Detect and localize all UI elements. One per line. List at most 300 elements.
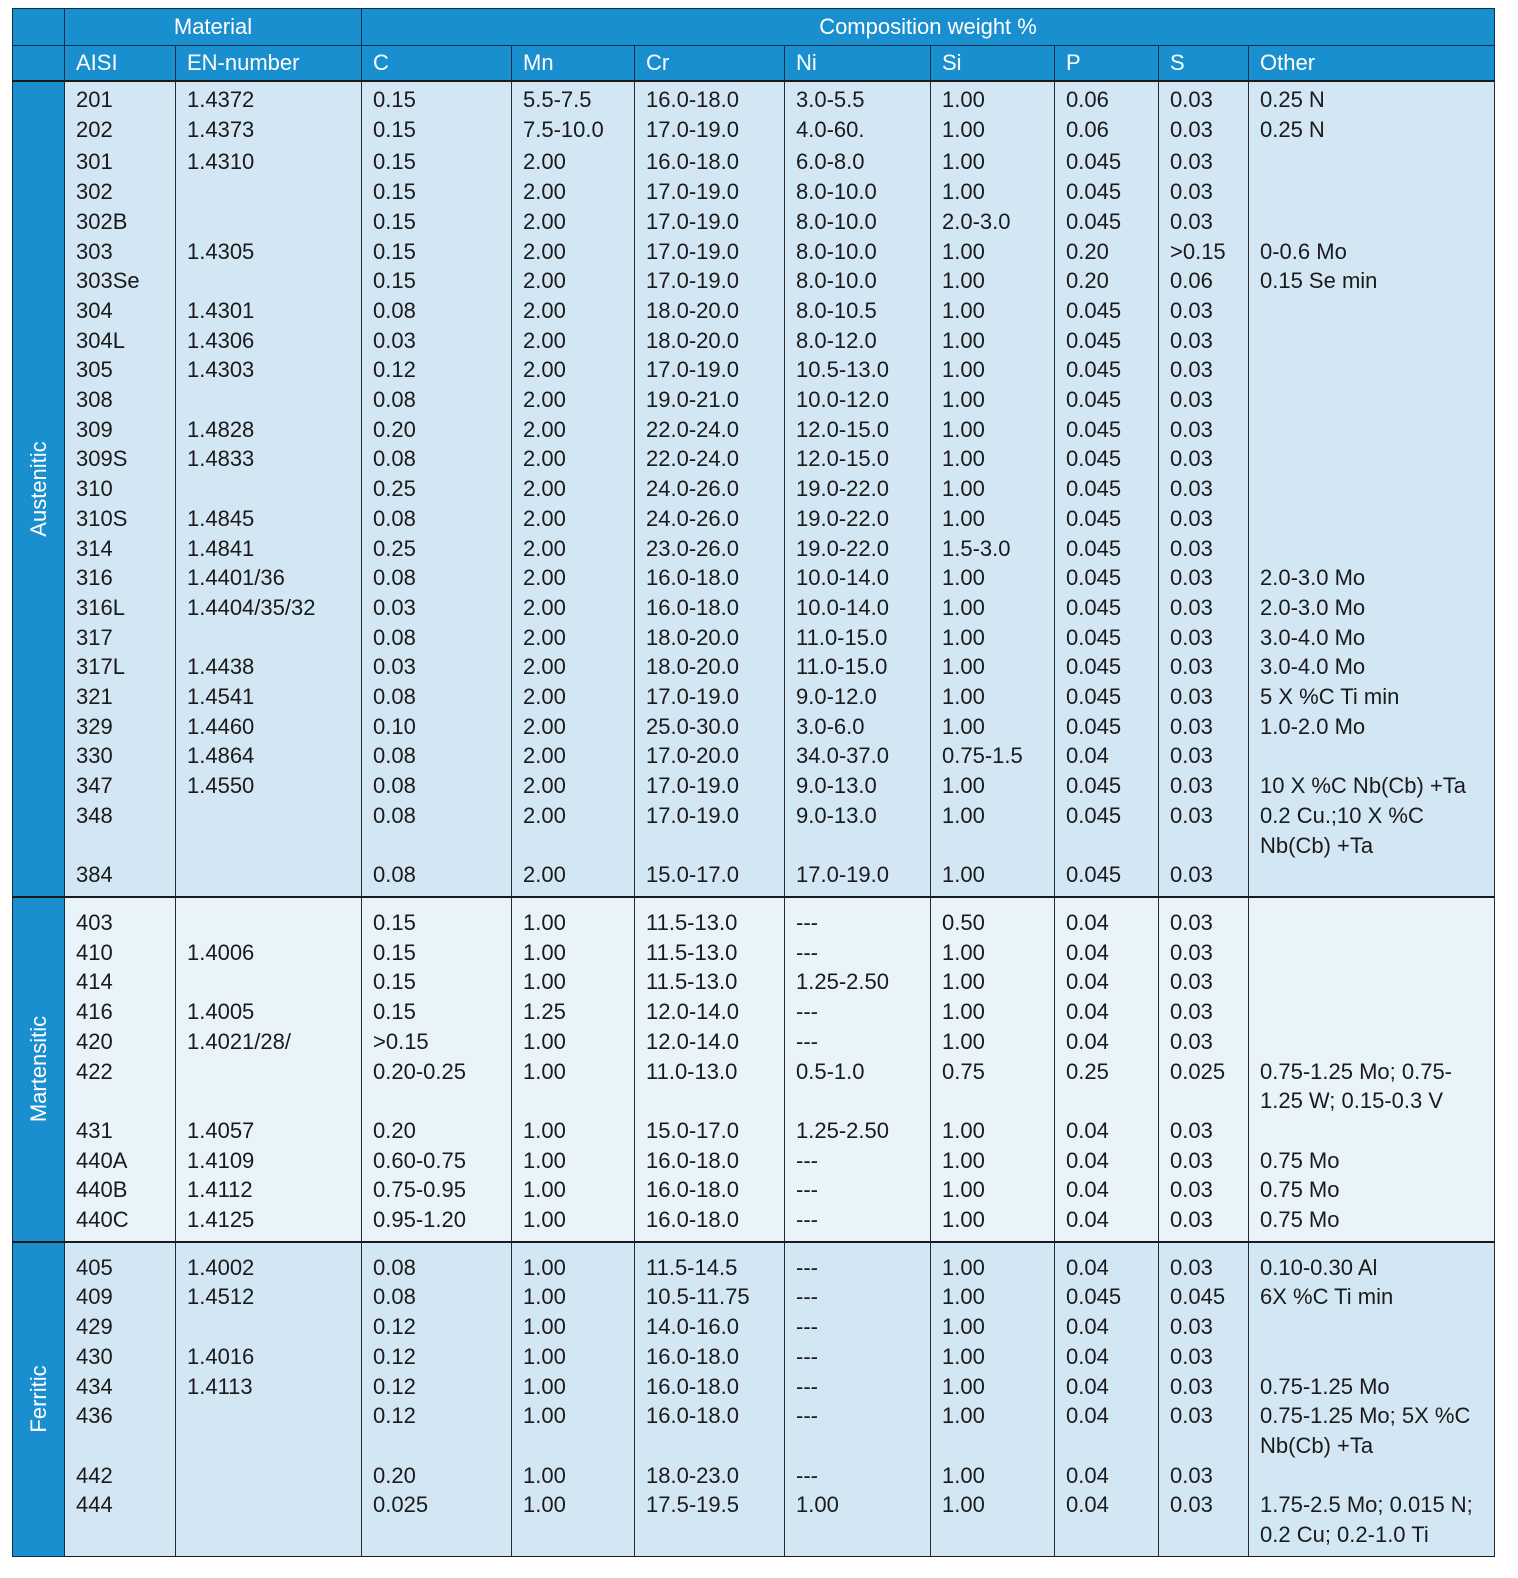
cell-p: 0.04 xyxy=(1055,1372,1159,1402)
cell-en-number xyxy=(176,1057,362,1116)
cell-c: 0.08 xyxy=(362,504,512,534)
group-label: Martensitic xyxy=(25,1016,51,1123)
cell-mn: 2.00 xyxy=(512,326,635,356)
table-row xyxy=(13,997,1495,1027)
cell-ni: 10.5-13.0 xyxy=(785,355,931,385)
cell-ni: 11.0-15.0 xyxy=(785,623,931,653)
cell-ni: --- xyxy=(785,1175,931,1205)
cell-en-number xyxy=(176,623,362,653)
cell-c: 0.15 xyxy=(362,115,512,148)
table-row xyxy=(13,712,1495,742)
cell-mn: 2.00 xyxy=(512,860,635,897)
table-row xyxy=(13,771,1495,801)
cell-aisi: 202 xyxy=(65,115,176,148)
cell-cr: 16.0-18.0 xyxy=(635,563,785,593)
cell-c: 0.15 xyxy=(362,207,512,237)
table-row xyxy=(13,1372,1495,1402)
cell-c: 0.15 xyxy=(362,81,512,115)
cell-cr: 17.0-19.0 xyxy=(635,177,785,207)
cell-mn: 1.00 xyxy=(512,938,635,968)
cell-s: 0.045 xyxy=(1159,1282,1249,1312)
cell-c: 0.25 xyxy=(362,534,512,564)
cell-c: 0.15 xyxy=(362,897,512,938)
cell-en-number: 1.4306 xyxy=(176,326,362,356)
cell-ni: --- xyxy=(785,1401,931,1460)
cell-p: 0.04 xyxy=(1055,1146,1159,1176)
cell-c: 0.12 xyxy=(362,1342,512,1372)
cell-ni: 8.0-10.0 xyxy=(785,207,931,237)
cell-c: 0.15 xyxy=(362,266,512,296)
cell-en-number: 1.4310 xyxy=(176,147,362,177)
cell-other xyxy=(1249,474,1495,504)
table-row xyxy=(13,534,1495,564)
cell-c: 0.03 xyxy=(362,326,512,356)
cell-si: 1.00 xyxy=(931,474,1055,504)
cell-cr: 10.5-11.75 xyxy=(635,1282,785,1312)
cell-c: 0.08 xyxy=(362,444,512,474)
cell-si: 1.00 xyxy=(931,266,1055,296)
cell-aisi: 405 xyxy=(65,1242,176,1283)
cell-other xyxy=(1249,1461,1495,1491)
cell-cr: 22.0-24.0 xyxy=(635,444,785,474)
cell-other xyxy=(1249,1312,1495,1342)
column-header-mn: Mn xyxy=(512,46,635,82)
cell-s: 0.03 xyxy=(1159,1372,1249,1402)
cell-c: 0.12 xyxy=(362,1372,512,1402)
cell-c: 0.08 xyxy=(362,741,512,771)
cell-mn: 1.00 xyxy=(512,1490,635,1556)
cell-other: 2.0-3.0 Mo xyxy=(1249,593,1495,623)
cell-s: 0.03 xyxy=(1159,444,1249,474)
cell-mn: 2.00 xyxy=(512,296,635,326)
cell-s: 0.03 xyxy=(1159,967,1249,997)
cell-si: 1.00 xyxy=(931,237,1055,267)
cell-en-number: 1.4125 xyxy=(176,1205,362,1242)
cell-mn: 1.00 xyxy=(512,1057,635,1116)
cell-p: 0.045 xyxy=(1055,326,1159,356)
table-row xyxy=(13,415,1495,445)
cell-other: 0.75 Mo xyxy=(1249,1175,1495,1205)
cell-en-number xyxy=(176,897,362,938)
cell-si: 1.00 xyxy=(931,1490,1055,1556)
cell-en-number: 1.4833 xyxy=(176,444,362,474)
cell-ni: 4.0-60. xyxy=(785,115,931,148)
cell-ni: 8.0-10.5 xyxy=(785,296,931,326)
cell-en-number: 1.4303 xyxy=(176,355,362,385)
cell-si: 1.00 xyxy=(931,81,1055,115)
cell-ni: 1.00 xyxy=(785,1490,931,1556)
cell-ni: 11.0-15.0 xyxy=(785,652,931,682)
cell-ni: 1.25-2.50 xyxy=(785,967,931,997)
cell-en-number xyxy=(176,1401,362,1460)
ferritic-group xyxy=(13,1242,1495,1557)
cell-p: 0.04 xyxy=(1055,1242,1159,1283)
cell-mn: 1.25 xyxy=(512,997,635,1027)
cell-c: 0.15 xyxy=(362,147,512,177)
cell-other: 10 X %C Nb(Cb) +Ta xyxy=(1249,771,1495,801)
cell-aisi: 440A xyxy=(65,1146,176,1176)
cell-p: 0.045 xyxy=(1055,712,1159,742)
cell-en-number xyxy=(176,860,362,897)
cell-aisi: 409 xyxy=(65,1282,176,1312)
cell-si: 1.00 xyxy=(931,1146,1055,1176)
cell-aisi: 201 xyxy=(65,81,176,115)
cell-cr: 14.0-16.0 xyxy=(635,1312,785,1342)
table-row xyxy=(13,938,1495,968)
cell-ni: 9.0-13.0 xyxy=(785,801,931,860)
cell-c: 0.95-1.20 xyxy=(362,1205,512,1242)
cell-aisi: 429 xyxy=(65,1312,176,1342)
table-row xyxy=(13,623,1495,653)
cell-mn: 1.00 xyxy=(512,1116,635,1146)
cell-s: 0.03 xyxy=(1159,938,1249,968)
cell-c: 0.15 xyxy=(362,997,512,1027)
group-label-cell xyxy=(13,81,65,897)
table-row xyxy=(13,1490,1495,1556)
composition-header: Composition weight % xyxy=(362,9,1495,46)
cell-s: 0.03 xyxy=(1159,474,1249,504)
cell-cr: 15.0-17.0 xyxy=(635,1116,785,1146)
table-row xyxy=(13,296,1495,326)
table-row xyxy=(13,741,1495,771)
cell-si: 1.00 xyxy=(931,997,1055,1027)
cell-s: 0.03 xyxy=(1159,1342,1249,1372)
cell-aisi: 440B xyxy=(65,1175,176,1205)
cell-p: 0.06 xyxy=(1055,81,1159,115)
cell-ni: 9.0-13.0 xyxy=(785,771,931,801)
cell-cr: 24.0-26.0 xyxy=(635,504,785,534)
cell-s: 0.03 xyxy=(1159,1401,1249,1460)
cell-p: 0.045 xyxy=(1055,177,1159,207)
cell-other: 0.75 Mo xyxy=(1249,1146,1495,1176)
cell-en-number xyxy=(176,1490,362,1556)
cell-mn: 2.00 xyxy=(512,474,635,504)
table-row xyxy=(13,967,1495,997)
cell-other xyxy=(1249,1342,1495,1372)
cell-en-number: 1.4404/35/32 xyxy=(176,593,362,623)
cell-si: 1.00 xyxy=(931,1116,1055,1146)
cell-other: 0.15 Se min xyxy=(1249,266,1495,296)
cell-aisi: 414 xyxy=(65,967,176,997)
cell-s: 0.03 xyxy=(1159,1461,1249,1491)
cell-mn: 1.00 xyxy=(512,1205,635,1242)
table-row xyxy=(13,563,1495,593)
cell-c: 0.025 xyxy=(362,1490,512,1556)
cell-s: 0.03 xyxy=(1159,385,1249,415)
cell-s: 0.03 xyxy=(1159,652,1249,682)
cell-ni: --- xyxy=(785,897,931,938)
table-row xyxy=(13,682,1495,712)
table-row xyxy=(13,801,1495,860)
cell-p: 0.045 xyxy=(1055,504,1159,534)
cell-mn: 1.00 xyxy=(512,1461,635,1491)
cell-p: 0.045 xyxy=(1055,801,1159,860)
cell-p: 0.04 xyxy=(1055,1342,1159,1372)
cell-aisi: 317 xyxy=(65,623,176,653)
table-row xyxy=(13,474,1495,504)
cell-s: 0.03 xyxy=(1159,741,1249,771)
cell-cr: 17.0-19.0 xyxy=(635,771,785,801)
cell-en-number xyxy=(176,385,362,415)
cell-other xyxy=(1249,385,1495,415)
cell-en-number: 1.4438 xyxy=(176,652,362,682)
cell-mn: 1.00 xyxy=(512,1312,635,1342)
cell-ni: 19.0-22.0 xyxy=(785,474,931,504)
cell-mn: 7.5-10.0 xyxy=(512,115,635,148)
cell-aisi: 442 xyxy=(65,1461,176,1491)
table-row xyxy=(13,207,1495,237)
cell-si: 1.00 xyxy=(931,1205,1055,1242)
cell-si: 1.00 xyxy=(931,326,1055,356)
cell-en-number: 1.4841 xyxy=(176,534,362,564)
cell-ni: --- xyxy=(785,938,931,968)
cell-cr: 17.0-19.0 xyxy=(635,355,785,385)
cell-cr: 16.0-18.0 xyxy=(635,1401,785,1460)
cell-s: 0.03 xyxy=(1159,207,1249,237)
cell-ni: 8.0-10.0 xyxy=(785,266,931,296)
cell-si: 1.00 xyxy=(931,1461,1055,1491)
table-row xyxy=(13,444,1495,474)
cell-mn: 1.00 xyxy=(512,1282,635,1312)
cell-c: 0.20 xyxy=(362,1116,512,1146)
cell-aisi: 302 xyxy=(65,177,176,207)
cell-p: 0.045 xyxy=(1055,355,1159,385)
cell-c: 0.20 xyxy=(362,1461,512,1491)
cell-ni: --- xyxy=(785,1342,931,1372)
cell-p: 0.04 xyxy=(1055,1312,1159,1342)
cell-s: 0.03 xyxy=(1159,593,1249,623)
cell-mn: 2.00 xyxy=(512,712,635,742)
cell-si: 1.00 xyxy=(931,355,1055,385)
header-corner xyxy=(13,9,65,46)
cell-ni: --- xyxy=(785,1372,931,1402)
cell-si: 1.00 xyxy=(931,652,1055,682)
cell-cr: 16.0-18.0 xyxy=(635,1175,785,1205)
cell-en-number xyxy=(176,1461,362,1491)
cell-aisi: 420 xyxy=(65,1027,176,1057)
steel-composition-table xyxy=(12,8,1495,1557)
cell-ni: 8.0-12.0 xyxy=(785,326,931,356)
cell-ni: 10.0-14.0 xyxy=(785,563,931,593)
cell-aisi: 310S xyxy=(65,504,176,534)
cell-si: 1.00 xyxy=(931,593,1055,623)
cell-other xyxy=(1249,1116,1495,1146)
cell-other xyxy=(1249,534,1495,564)
cell-mn: 1.00 xyxy=(512,1342,635,1372)
cell-en-number: 1.4550 xyxy=(176,771,362,801)
cell-s: 0.03 xyxy=(1159,1242,1249,1283)
cell-c: 0.20-0.25 xyxy=(362,1057,512,1116)
cell-other xyxy=(1249,938,1495,968)
cell-other xyxy=(1249,296,1495,326)
cell-aisi: 303 xyxy=(65,237,176,267)
header-row-columns xyxy=(13,46,1495,82)
header-corner-sub xyxy=(13,46,65,82)
cell-si: 1.00 xyxy=(931,385,1055,415)
material-header: Material xyxy=(65,9,362,46)
cell-si: 1.00 xyxy=(931,296,1055,326)
cell-en-number: 1.4864 xyxy=(176,741,362,771)
cell-si: 1.00 xyxy=(931,1282,1055,1312)
cell-cr: 11.5-14.5 xyxy=(635,1242,785,1283)
cell-mn: 1.00 xyxy=(512,1027,635,1057)
cell-si: 1.00 xyxy=(931,444,1055,474)
cell-aisi: 317L xyxy=(65,652,176,682)
cell-s: 0.03 xyxy=(1159,1027,1249,1057)
cell-c: 0.08 xyxy=(362,1282,512,1312)
cell-cr: 17.0-19.0 xyxy=(635,266,785,296)
cell-ni: --- xyxy=(785,1461,931,1491)
cell-s: 0.025 xyxy=(1159,1057,1249,1116)
cell-s: 0.03 xyxy=(1159,415,1249,445)
cell-ni: 10.0-14.0 xyxy=(785,593,931,623)
cell-aisi: 310 xyxy=(65,474,176,504)
cell-en-number xyxy=(176,266,362,296)
cell-si: 1.00 xyxy=(931,1372,1055,1402)
cell-cr: 18.0-20.0 xyxy=(635,296,785,326)
cell-p: 0.20 xyxy=(1055,237,1159,267)
cell-si: 1.00 xyxy=(931,967,1055,997)
table-row xyxy=(13,81,1495,115)
cell-en-number: 1.4512 xyxy=(176,1282,362,1312)
group-label-cell xyxy=(13,1242,65,1557)
cell-en-number: 1.4372 xyxy=(176,81,362,115)
cell-s: 0.03 xyxy=(1159,860,1249,897)
cell-en-number: 1.4460 xyxy=(176,712,362,742)
table-header xyxy=(13,9,1495,82)
cell-si: 0.75-1.5 xyxy=(931,741,1055,771)
cell-si: 1.00 xyxy=(931,415,1055,445)
cell-ni: 0.5-1.0 xyxy=(785,1057,931,1116)
cell-p: 0.04 xyxy=(1055,1461,1159,1491)
cell-aisi: 309 xyxy=(65,415,176,445)
table-row xyxy=(13,326,1495,356)
cell-other xyxy=(1249,177,1495,207)
cell-si: 0.75 xyxy=(931,1057,1055,1116)
cell-cr: 18.0-23.0 xyxy=(635,1461,785,1491)
cell-s: 0.03 xyxy=(1159,504,1249,534)
cell-si: 1.00 xyxy=(931,771,1055,801)
cell-other xyxy=(1249,504,1495,534)
table-row xyxy=(13,237,1495,267)
cell-p: 0.045 xyxy=(1055,860,1159,897)
cell-en-number: 1.4016 xyxy=(176,1342,362,1372)
cell-s: 0.03 xyxy=(1159,296,1249,326)
table-row xyxy=(13,1175,1495,1205)
cell-en-number: 1.4005 xyxy=(176,997,362,1027)
cell-p: 0.04 xyxy=(1055,1116,1159,1146)
cell-cr: 15.0-17.0 xyxy=(635,860,785,897)
cell-p: 0.045 xyxy=(1055,771,1159,801)
table-row xyxy=(13,177,1495,207)
cell-ni: 19.0-22.0 xyxy=(785,504,931,534)
cell-si: 1.00 xyxy=(931,623,1055,653)
cell-en-number xyxy=(176,967,362,997)
cell-cr: 17.0-20.0 xyxy=(635,741,785,771)
cell-c: 0.12 xyxy=(362,1401,512,1460)
cell-aisi: 301 xyxy=(65,147,176,177)
cell-c: 0.20 xyxy=(362,415,512,445)
cell-mn: 5.5-7.5 xyxy=(512,81,635,115)
cell-p: 0.045 xyxy=(1055,415,1159,445)
cell-other xyxy=(1249,741,1495,771)
cell-mn: 2.00 xyxy=(512,801,635,860)
cell-s: 0.03 xyxy=(1159,623,1249,653)
cell-other xyxy=(1249,897,1495,938)
table-row xyxy=(13,504,1495,534)
cell-c: 0.12 xyxy=(362,1312,512,1342)
cell-aisi: 384 xyxy=(65,860,176,897)
cell-en-number xyxy=(176,801,362,860)
cell-p: 0.25 xyxy=(1055,1057,1159,1116)
cell-cr: 16.0-18.0 xyxy=(635,593,785,623)
table-row xyxy=(13,1342,1495,1372)
cell-mn: 2.00 xyxy=(512,563,635,593)
cell-other: 3.0-4.0 Mo xyxy=(1249,652,1495,682)
cell-p: 0.045 xyxy=(1055,682,1159,712)
cell-en-number xyxy=(176,1312,362,1342)
cell-c: 0.08 xyxy=(362,860,512,897)
cell-aisi: 431 xyxy=(65,1116,176,1146)
cell-c: 0.60-0.75 xyxy=(362,1146,512,1176)
cell-s: 0.03 xyxy=(1159,712,1249,742)
cell-mn: 1.00 xyxy=(512,1372,635,1402)
table-row xyxy=(13,652,1495,682)
cell-p: 0.04 xyxy=(1055,1175,1159,1205)
cell-cr: 11.5-13.0 xyxy=(635,967,785,997)
cell-mn: 2.00 xyxy=(512,771,635,801)
cell-en-number xyxy=(176,207,362,237)
cell-aisi: 314 xyxy=(65,534,176,564)
cell-aisi: 309S xyxy=(65,444,176,474)
cell-si: 0.50 xyxy=(931,897,1055,938)
cell-si: 1.00 xyxy=(931,1242,1055,1283)
cell-mn: 1.00 xyxy=(512,967,635,997)
cell-p: 0.04 xyxy=(1055,1490,1159,1556)
cell-s: 0.03 xyxy=(1159,534,1249,564)
cell-mn: 2.00 xyxy=(512,623,635,653)
cell-en-number: 1.4401/36 xyxy=(176,563,362,593)
cell-aisi: 304 xyxy=(65,296,176,326)
cell-p: 0.04 xyxy=(1055,1401,1159,1460)
cell-ni: --- xyxy=(785,1146,931,1176)
cell-en-number: 1.4112 xyxy=(176,1175,362,1205)
cell-cr: 22.0-24.0 xyxy=(635,415,785,445)
header-row-top xyxy=(13,9,1495,46)
cell-en-number xyxy=(176,177,362,207)
table-row xyxy=(13,385,1495,415)
cell-si: 1.00 xyxy=(931,1027,1055,1057)
cell-s: >0.15 xyxy=(1159,237,1249,267)
table-row xyxy=(13,355,1495,385)
cell-s: 0.03 xyxy=(1159,147,1249,177)
cell-si: 1.00 xyxy=(931,1401,1055,1460)
cell-s: 0.03 xyxy=(1159,997,1249,1027)
cell-mn: 2.00 xyxy=(512,593,635,623)
cell-other: 0.75-1.25 Mo; 0.75-1.25 W; 0.15-0.3 V xyxy=(1249,1057,1495,1116)
cell-aisi: 440C xyxy=(65,1205,176,1242)
cell-p: 0.04 xyxy=(1055,967,1159,997)
cell-si: 1.00 xyxy=(931,1312,1055,1342)
cell-si: 1.00 xyxy=(931,147,1055,177)
cell-si: 1.00 xyxy=(931,938,1055,968)
cell-en-number: 1.4002 xyxy=(176,1242,362,1283)
cell-cr: 24.0-26.0 xyxy=(635,474,785,504)
column-header-si: Si xyxy=(931,46,1055,82)
cell-s: 0.03 xyxy=(1159,563,1249,593)
cell-ni: --- xyxy=(785,1027,931,1057)
column-header-other: Other xyxy=(1249,46,1495,82)
